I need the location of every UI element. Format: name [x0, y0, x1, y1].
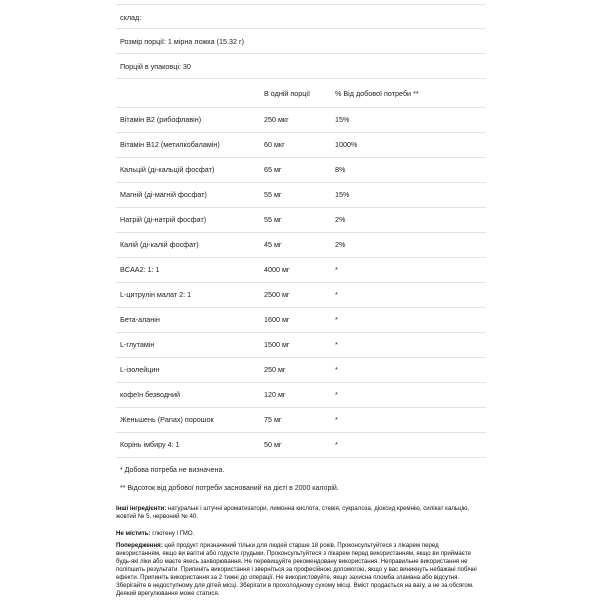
column-header-row — [116, 79, 486, 108]
table-row — [116, 383, 486, 408]
nutrient-amount: 250 мкг — [264, 115, 289, 124]
nutrient-name: Магній (ді-магній фосфат) — [120, 190, 207, 199]
nutrient-dv: * — [335, 365, 338, 374]
footnote-based-on-diet: ** Відсоток від добової потреби заснований на дієті в 2000 калорій. — [120, 485, 339, 492]
nutrient-amount: 4000 мг — [264, 265, 290, 274]
nutrient-amount: 75 мг — [264, 415, 282, 424]
servings-per-container-row — [116, 54, 486, 79]
table-row — [116, 233, 486, 258]
nutrient-dv: * — [335, 340, 338, 349]
nutrient-dv: 15% — [335, 190, 350, 199]
free-from: Не містить: глютену і ГМО. — [116, 530, 195, 537]
nutrient-dv: 2% — [335, 215, 346, 224]
nutrient-name: L-ізолейцин — [120, 365, 160, 374]
nutrient-name: кофеїн безводний — [120, 390, 181, 399]
nutrient-amount: 250 мг — [264, 365, 286, 374]
nutrient-dv: 8% — [335, 165, 346, 174]
nutrient-name: L-глутамін — [120, 340, 155, 349]
nutrient-amount: 55 мг — [264, 190, 282, 199]
composition-row — [116, 5, 486, 29]
daily-value-header: % Від добової потреби ** — [335, 89, 419, 98]
table-row — [116, 208, 486, 233]
nutrient-name: Кальцій (ді-кальцій фосфат) — [120, 165, 215, 174]
table-row — [116, 183, 486, 208]
nutrient-dv: 1000% — [335, 140, 358, 149]
table-row — [116, 408, 486, 433]
nutrient-amount: 60 мкг — [264, 140, 285, 149]
nutrient-dv: * — [335, 265, 338, 274]
nutrient-name: L-цитрулін малат 2: 1 — [120, 290, 192, 299]
nutrient-amount: 65 мг — [264, 165, 282, 174]
serving-size-label: Розмір порції: 1 мірна ложка (15.32 г) — [120, 37, 244, 46]
nutrient-name: BCAA2: 1: 1 — [120, 265, 160, 274]
table-row — [116, 333, 486, 358]
warning-text: Попередження: цей продукт призначений тільки для людей старше 18 років. Проконсультуйтеся з лікарем перед використанням, якщо ви вагітні або годуєте грудьми. Проконсультуйтеся з лікарем перед використанням, якщо ви приймаєте будь-які ліки або маєте якесь захворювання. Не перевищуйте рекомендовану використання. Неправильне використання не поліпшить результати. Припиніть використання і зверніться за професійною допомогою, якщо у вас виникнуть небажані побічні ефекти. Припиніть використання за 2 тижні до операції. Не використовуйте, якщо захисна пломба зламана або відсутня. Зберігайте в недоступному для дітей місці. Зберігати в прохолодному сухому місці. Вміст продається на вагу, а не за обсягом. Деякий врегулювання може статися. — [116, 542, 477, 597]
nutrient-dv: 15% — [335, 115, 350, 124]
nutrient-amount: 50 мг — [264, 440, 282, 449]
footnote-dv-not-established: * Добова потреба не визначена. — [120, 467, 225, 474]
other-ingredients: Інші інгредієнти: натуральні і штучні ароматизатори, лимонна кислота, стевія, сукралоза, діоксид кремнію, силікат кальцію, жовтий № 5, червоний № 40. — [116, 505, 470, 520]
serving-size-row — [116, 29, 486, 54]
nutrient-name: Корінь імбиру 4: 1 — [120, 440, 180, 449]
nutrient-amount: 45 мг — [264, 240, 282, 249]
table-row — [116, 133, 486, 158]
nutrient-name: Вітамін В2 (рибофлавін) — [120, 115, 202, 124]
nutrient-name: Натрій (ді-натрій фосфат) — [120, 215, 207, 224]
nutrient-amount: 55 мг — [264, 215, 282, 224]
table-row — [116, 258, 486, 283]
nutrient-name: Вітамін В12 (метилкобаламін) — [120, 140, 220, 149]
nutrient-name: Бета-аланін — [120, 315, 160, 324]
servings-per-container-label: Порцій в упаковці: 30 — [120, 62, 191, 71]
nutrient-dv: * — [335, 390, 338, 399]
nutrient-dv: * — [335, 440, 338, 449]
table-row — [116, 358, 486, 383]
nutrient-name: Калій (ді-калій фосфат) — [120, 240, 199, 249]
nutrient-amount: 120 мг — [264, 390, 286, 399]
supplement-facts-table — [116, 4, 486, 458]
table-row — [116, 283, 486, 308]
table-row — [116, 108, 486, 133]
table-row — [116, 158, 486, 183]
nutrient-dv: * — [335, 415, 338, 424]
nutrient-amount: 2500 мг — [264, 290, 290, 299]
table-row — [116, 308, 486, 333]
nutrient-amount: 1500 мг — [264, 340, 290, 349]
nutrient-dv: 2% — [335, 240, 346, 249]
nutrient-name: Женьшень (Panax) порошок — [120, 415, 214, 424]
per-serving-header: В одній порції — [264, 89, 310, 98]
nutrient-dv: * — [335, 315, 338, 324]
nutrient-amount: 1600 мг — [264, 315, 290, 324]
table-row — [116, 433, 486, 458]
composition-label: склад: — [120, 13, 142, 22]
nutrient-dv: * — [335, 290, 338, 299]
